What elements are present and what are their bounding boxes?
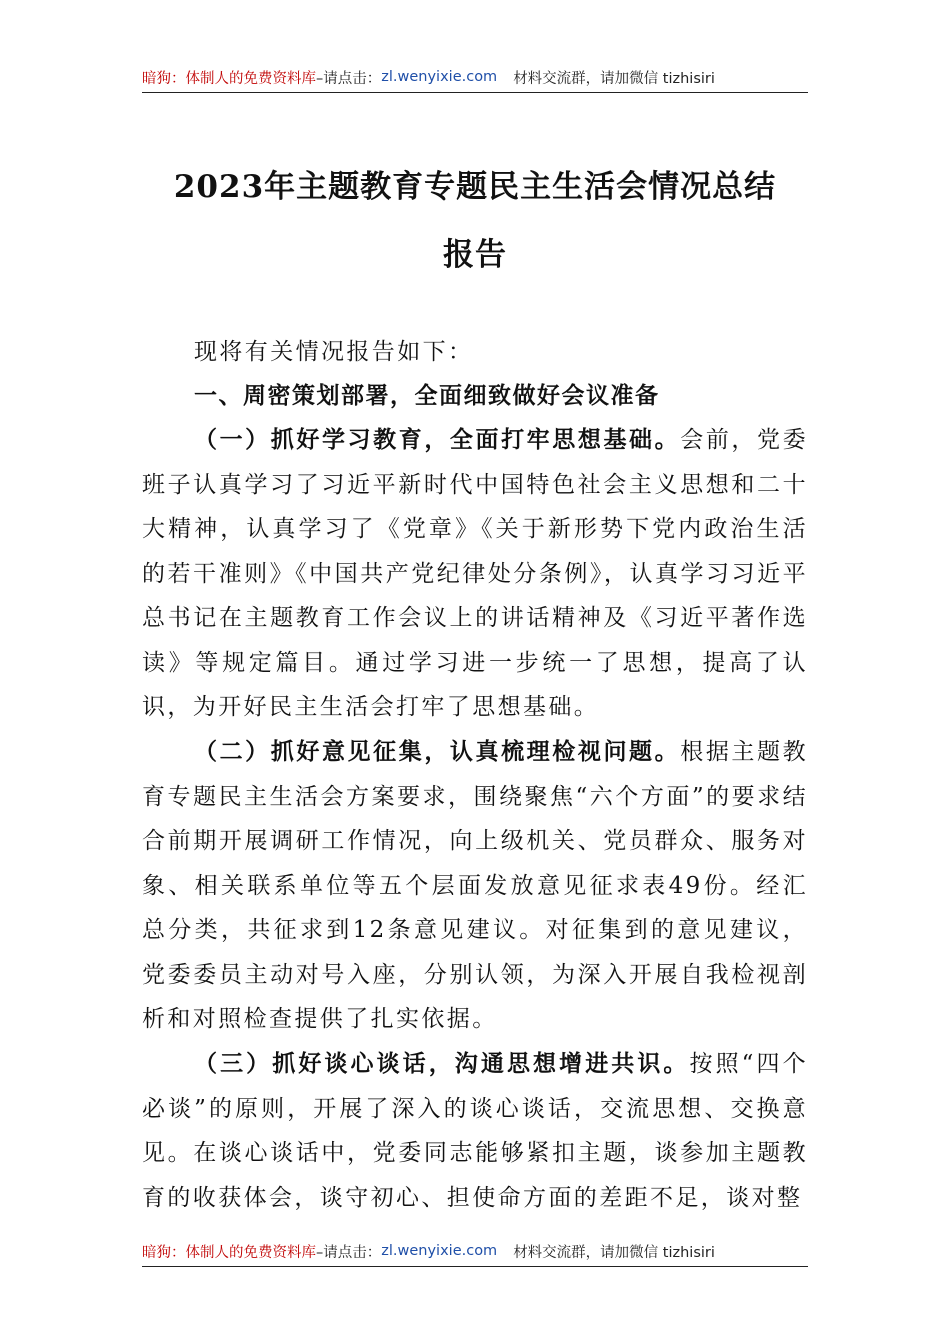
header-click-prompt: –请点击： xyxy=(316,70,382,87)
footer-site-name: 暗狗：体制人的免费资料库 xyxy=(142,1244,316,1261)
intro-paragraph: 现将有关情况报告如下： xyxy=(194,339,474,365)
footer-url-link[interactable]: zl.wenyixie.com xyxy=(381,1243,498,1259)
paragraph-1-body: 会前，党委班子认真学习了习近平新时代中国特色社会主义思想和二十大精神，认真学习了《党章》《关于新形势下党内政治生活的若干准则》《中国共产党纪律处分条例》，认真学习习近平总书记在主题教育工作会议上的讲话精神及《习近平著作选读》等规定篇目。通过学习进一步统一了思想，提高了认识，为开好民主生活会打牢了思想基础。 xyxy=(142,427,808,720)
header-group-text: 材料交流群，请加微信 tizhisiri xyxy=(513,70,715,87)
document-title-line1: 2023年主题教育专题民主生活会情况总结 xyxy=(173,169,777,205)
footer-banner xyxy=(142,1236,808,1267)
paragraph-3-heading: （三）抓好谈心谈话，沟通思想增进共识。 xyxy=(194,1050,690,1077)
section1-heading: 一、周密策划部署，全面细致做好会议准备 xyxy=(194,383,660,409)
header-url-link[interactable]: zl.wenyixie.com xyxy=(381,69,498,85)
document-title-line2: 报告 xyxy=(443,237,507,273)
header-banner xyxy=(142,62,808,93)
paragraph-2-heading: （二）抓好意见征集，认真梳理检视问题。 xyxy=(194,738,681,765)
paragraph-2-body: 根据主题教育专题民主生活会方案要求，围绕聚焦“六个方面”的要求结合前期开展调研工作情况，向上级机关、党员群众、服务对象、相关联系单位等五个层面发放意见征求表49份。经汇总分类，共征求到12条意见建议。对征集到的意见建议，党委委员主动对号入座，分别认领，为深入开展自我检视剖析和对照检查提供了扎实依据。 xyxy=(142,739,808,1032)
paragraph-1-heading: （一）抓好学习教育，全面打牢思想基础。 xyxy=(194,426,681,453)
paragraph-2 xyxy=(142,730,808,1042)
footer-click-prompt: –请点击： xyxy=(316,1244,382,1261)
header-site-name: 暗狗：体制人的免费资料库 xyxy=(142,70,316,87)
paragraph-3-body: 按照“四个必谈”的原则，开展了深入的谈心谈话，交流思想、交换意见。在谈心谈话中，党委同志能够紧扣主题，谈参加主题教育的收获体会，谈守初心、担使命方面的差距不足，谈对整 xyxy=(142,1051,808,1211)
paragraph-1 xyxy=(142,418,808,730)
paragraph-3 xyxy=(142,1042,808,1220)
footer-group-text: 材料交流群，请加微信 tizhisiri xyxy=(513,1244,715,1261)
